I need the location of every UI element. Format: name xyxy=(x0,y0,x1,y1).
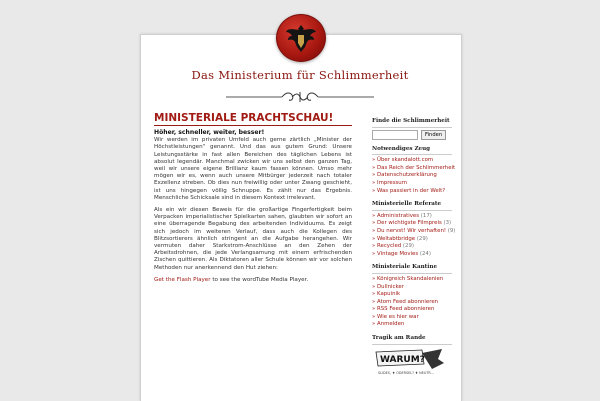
list-item xyxy=(372,314,452,322)
sidebar-search xyxy=(372,118,452,140)
sidebar-link[interactable]: RSS Feed abonnieren xyxy=(377,306,435,313)
sidebar-link[interactable]: Was passiert in der Welt? xyxy=(377,187,446,194)
list-item xyxy=(372,321,452,329)
notwendiges-heading: Notwendiges Zeug xyxy=(372,146,452,156)
eagle-icon xyxy=(283,20,319,56)
sidebar xyxy=(372,118,456,386)
kantine-heading: Ministeriale Kantine xyxy=(372,264,452,274)
sidebar-link[interactable]: Anmelden xyxy=(377,321,405,328)
list-item xyxy=(372,291,452,299)
post-lead: Höher, schneller, weiter, besser! xyxy=(154,129,265,136)
category-count: (24) xyxy=(419,250,431,257)
search-heading: Finde die Schlimmerheit xyxy=(372,118,452,128)
list-item xyxy=(372,157,452,165)
post-title-rule xyxy=(154,125,352,126)
list-item xyxy=(372,164,456,173)
category-link[interactable]: Administratives xyxy=(377,212,420,219)
sidebar-notwendiges xyxy=(372,145,456,196)
sidebar-link[interactable]: Dullnicker xyxy=(377,283,404,290)
list-item xyxy=(372,243,452,251)
eagle-seal-logo[interactable] xyxy=(276,14,326,62)
category-link[interactable]: Recycled xyxy=(377,243,402,250)
category-count: (29) xyxy=(402,243,414,250)
sidebar-link[interactable]: Das Reich der Schlimmerheit xyxy=(377,164,456,171)
flash-player-notice xyxy=(154,277,352,284)
list-item xyxy=(372,284,452,292)
category-count: (3) xyxy=(443,220,452,227)
category-link[interactable]: Du nervst! Wir verhaften! xyxy=(377,227,447,234)
category-count: (9) xyxy=(447,227,456,234)
list-item xyxy=(372,213,452,221)
post-body xyxy=(154,129,352,289)
list-item xyxy=(372,180,452,188)
list-item xyxy=(372,306,452,314)
referate-heading: Ministerielle Referate xyxy=(372,201,452,211)
sidebar-referate xyxy=(372,201,456,258)
sidebar-link[interactable]: Über skandalott.com xyxy=(377,157,434,164)
tragik-caption: SLIDES, ♦ ODERSEL? ♦ NEUTR... xyxy=(378,370,434,375)
category-count: (29) xyxy=(416,235,428,242)
list-item xyxy=(372,188,452,196)
post-title[interactable]: MINISTERIALE PRACHTSCHAU! xyxy=(154,112,334,124)
tragik-sign-text: WARUM? xyxy=(380,354,425,365)
sidebar-link[interactable]: Datenschutzerklärung xyxy=(377,172,437,179)
search-button[interactable]: Finden xyxy=(421,130,446,140)
tragik-image[interactable] xyxy=(372,349,446,377)
sidebar-link[interactable]: Impressum xyxy=(377,179,407,186)
list-item xyxy=(372,227,456,236)
category-link[interactable]: Vintage Movies xyxy=(377,250,419,257)
list-item xyxy=(372,276,452,284)
get-flash-player-link[interactable]: Get the Flash Player xyxy=(154,276,211,283)
list-item xyxy=(372,236,452,244)
sidebar-link[interactable]: Kapuinik xyxy=(377,291,401,298)
list-item xyxy=(372,251,452,259)
sidebar-kantine xyxy=(372,264,452,329)
ornament-divider-icon xyxy=(226,90,374,104)
sidebar-link[interactable]: Atom Feed abonnieren xyxy=(377,298,439,305)
post-paragraph-2: Als ein wir diesen Beweis für die großartige Fingerfertigkeit beim Verpacken imperialistischer Spielkarten sahen, glaubten wir sofort an eine überragende Begabung des arbeitenden Individuums. Es zeigt sich jedoch im weiteren Verlauf, dass auch die Kollegen des Blitzsortierers ähnlich stringent an die Aufgabe herangehen. Wir vermuten daher Starkstrom-Anschlüsse an den Zehen der Arbeitsdrohnen, die jede Verlangsamung mit einem erfrischenden Zischen quittieren. Als Diktatoren aller Schule können wir vor solchen Methoden nur anerkennend den Hut ziehen: xyxy=(154,207,352,271)
search-input[interactable] xyxy=(372,130,418,140)
list-item xyxy=(372,220,452,228)
category-link[interactable]: Der wichtigste Filmpreis xyxy=(377,220,442,227)
category-count: (17) xyxy=(420,212,432,219)
list-item xyxy=(372,172,452,180)
flash-player-suffix: to see the wordTube Media Player. xyxy=(210,276,309,283)
site-title[interactable]: Das Ministerium für Schlimmerheit xyxy=(191,68,409,82)
tragik-heading: Tragik am Rande xyxy=(372,335,452,345)
list-item xyxy=(372,299,452,307)
category-link[interactable]: Weltabtbridge xyxy=(377,235,416,242)
sidebar-tragik xyxy=(372,335,452,380)
post-paragraph-1-text: Wir werden im privaten Umfeld auch gerne zärtlich „Minister der Höchstleistungen" genannt. Und das aus gutem Grund: Unsere Leistungsstärke in fast allen Bereichen des täglichen Lebens ist absolut legendär. Manchmal zwicken wir uns selbst den ganzen Tag, weil wir unsere eigene Brillianz kaum fassen können. Umso mehr mögen wir es, wenn auch unsere Mitbürger jederzeit nach totaler Exzellenz streben. Ob dies nun freiwillig oder unter Zwang geschieht, ist uns hingegen völlig Schnuppe. Es zählt nur das Ergebnis. Menschliche Schicksale sind in diesem Kontext irrelevant. xyxy=(154,137,352,201)
post-paragraph-1 xyxy=(154,129,352,202)
sidebar-link[interactable]: Wie es hier war xyxy=(377,313,419,320)
sidebar-link[interactable]: Königreich Skandalenien xyxy=(377,275,444,282)
